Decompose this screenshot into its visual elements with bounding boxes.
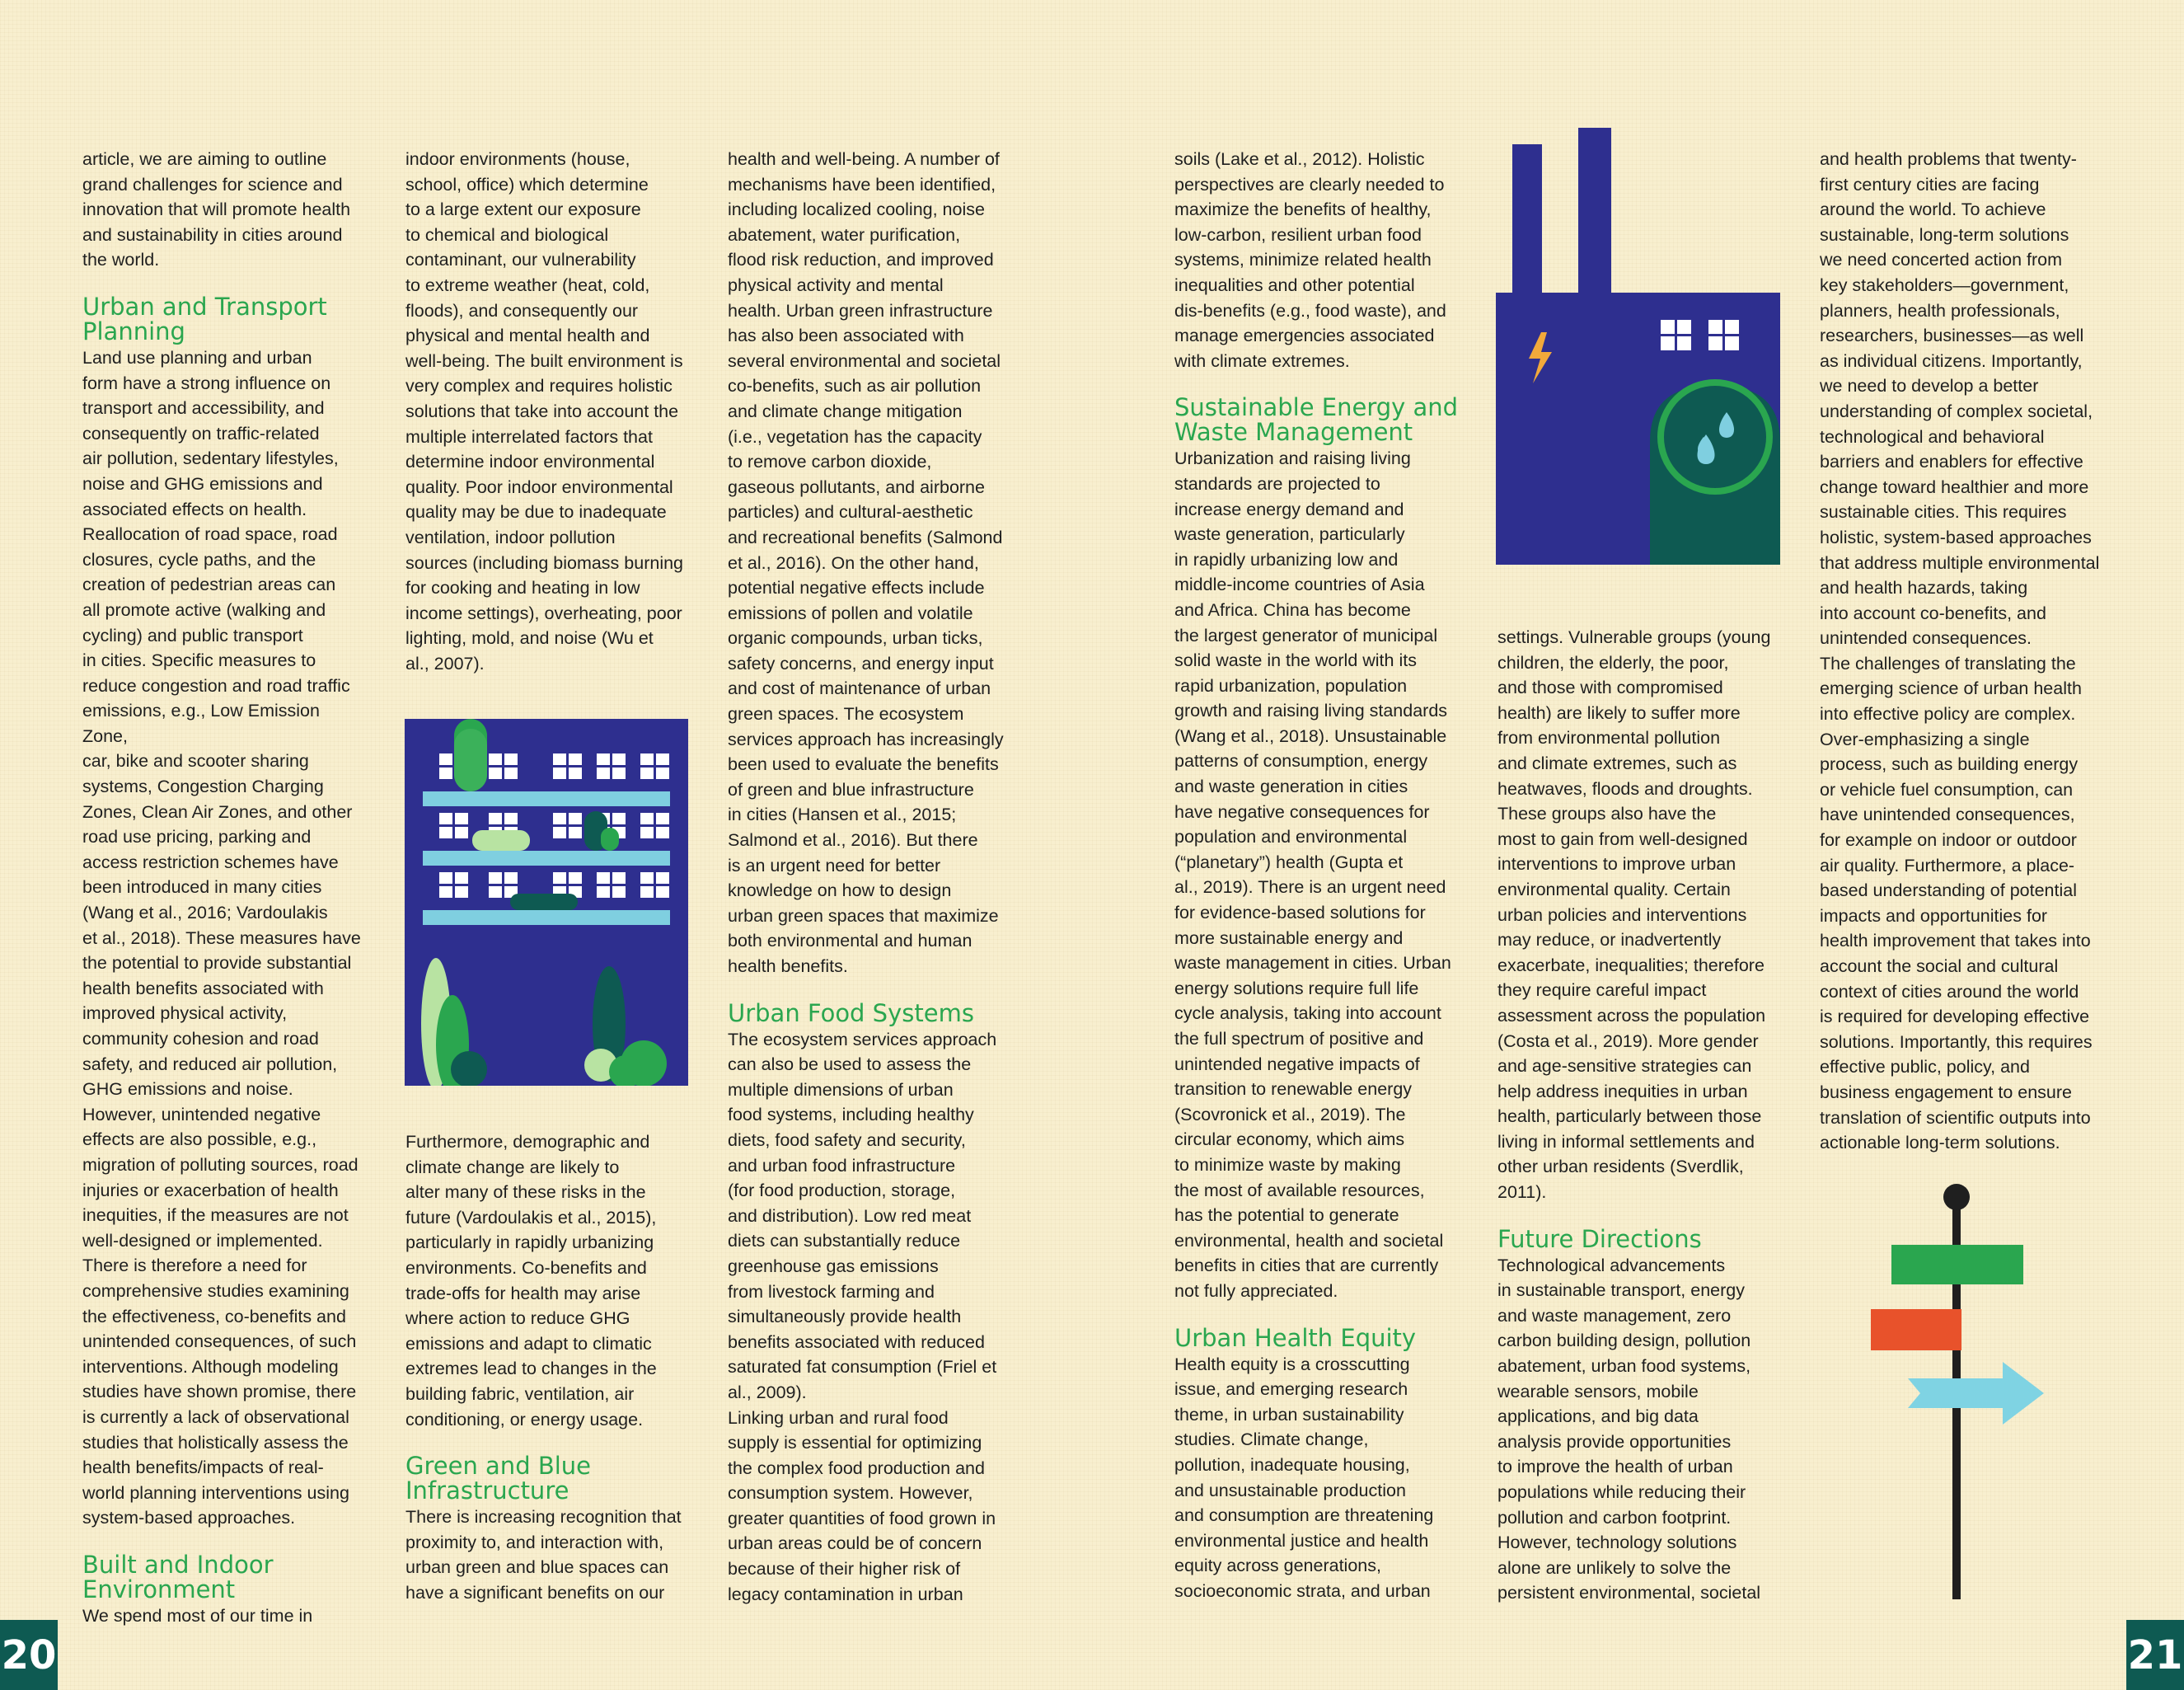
health-equity-paragraph-end: settings. Vulnerable groups (young children, the elderly, the poor, and those with compromised health) are likely to suffer more from environmental pollution and climate extremes, such as heatwaves, floods and droughts. These groups also have the most to gain from well-designed interventions to improve urban environmental quality. Certain urban policies and interventions may reduce, or inadvertently exacerbate, inequalities; therefore they require careful impact assessment across the population (Costa et al., 2019). More gender and age-sensitive strategies can help address inequities in urban health, particularly between those living in informal settlements and other urban residents (Sverdlik, 2011). — [1497, 627, 1771, 1203]
column-3 — [728, 147, 1012, 1607]
heading-future-directions: Future Directions — [1497, 1224, 1702, 1253]
demographic-change-paragraph: Furthermore, demographic and climate change are likely to alter many of these risks in the future (Vardoulakis et al., 2015), particularly in rapidly urbanizing environments. Co-benefits and trade-offs for health may arise where action to reduce GHG emissions and adapt to climatic extremes lead to changes in the building fabric, ventilation, air conditioning, or energy usage. — [405, 1132, 657, 1429]
heading-urban-transport-planning: Urban and Transport Planning — [82, 292, 327, 345]
column-2 — [405, 147, 690, 676]
column-4 — [1174, 147, 1459, 1603]
energy-waste-paragraph: Urbanization and raising living standards are projected to increase energy demand and waste generation, particularly in rapidly urbanizing low and middle-income countries of Asia and Africa. China has become the largest generator of municipal solid waste in the world with its rapid urbanization, population growth and raising living standards (Wang et al., 2018). Unsustainable patterns of consumption, energy and waste generation in cities have negative consequences for population and environmental (“planetary”) health (Gupta et al., 2019). There is an urgent need for evidence-based solutions for more sustainable energy and waste management in cities. Urban energy solutions require full life cycle analysis, taking into account the full spectrum of positive and unintended negative impacts of transition to renewable energy (Scovronick et al., 2019). The circular economy, which aims to minimize waste by making the most of available resources, has the potential to generate environmental, health and societal benefits in cities that are currently not fully appreciated. — [1174, 448, 1451, 1301]
transport-paragraph: Land use planning and urban form have a strong influence on transport and accessibility, and consequently on traffic-related air pollution, sedentary lifestyles, noise and GHG emissions and associated effects on health. Reallocation of road space, road closures, cycle paths, and the creation of pedestrian areas can all promote active (walking and cycling) and public transport in cities. Specific measures to reduce congestion and road traffic emissions, e.g., Low Emission Zone, car, bike and scooter sharing systems, Congestion Charging Zones, Clean Air Zones, and other road use pricing, parking and access restriction schemes have been introduced in many cities (Wang et al., 2016; Vardoulakis et al., 2018). These measures have the potential to provide substantial health benefits associated with improved physical activity, community cohesion and road safety, and reduced air pollution, GHG emissions and noise. However, unintended negative effects are also possible, e.g., migration of polluting sources, road injuries or exacerbation of health inequities, if the measures are not well-designed or implemented. There is therefore a need for comprehensive studies examining the effectiveness, co-benefits and unintended consequences, of such interventions. Although modeling studies have shown promise, there is currently a lack of observational studies that holistically assess the health benefits/impacts of real- world planning interventions using system-based approaches. — [82, 347, 361, 1528]
heading-urban-health-equity: Urban Health Equity — [1174, 1323, 1417, 1352]
indoor-environment-paragraph: indoor environments (house, school, office) which determine to a large extent our exposure to chemical and biological contaminant, our vulnerability to extreme weather (heat, cold, floods), and consequently our physical and mental health and well-being. The built environment is very complex and requires holistic solutions that take into account the multiple interrelated factors that determine indoor environmental quality. Poor indoor environmental quality may be due to inadequate ventilation, indoor pollution sources (including biomass burning for cooking and heating in low income settings), overheating, poor lighting, mold, and noise (Wu et al., 2007). — [405, 149, 684, 674]
directional-signpost-icon — [1863, 1179, 2052, 1599]
intro-paragraph-end: article, we are aiming to outline grand challenges for science and innovation that will promote health and sustainability in cities around the world. — [82, 149, 351, 270]
column-6 — [1820, 147, 2104, 1156]
health-equity-paragraph-start: Health equity is a crosscutting issue, and emerging research theme, in urban sustainability studies. Climate change, pollution, inadequate housing, and unsustainable production and consumption are threatening environmental justice and health equity across generations, socioeconomic strata, and urban — [1174, 1354, 1434, 1601]
page-number-left: 20 — [0, 1620, 58, 1690]
food-systems-paragraph-end: soils (Lake et al., 2012). Holistic perspectives are clearly needed to maximize the benefits of healthy, low-carbon, resilient urban food systems, minimize related health inequalities and other potential dis-benefits (e.g., food waste), and manage emergencies associated with climate extremes. — [1174, 149, 1446, 371]
future-directions-paragraph-end: and health problems that twenty- first century cities are facing around the world. To achieve sustainable, long-term solutions we need concerted action from key stakeholders—government, planners, health professionals, researchers, businesses—as well as individual citizens. Importantly, we need to develop a better understanding of complex societal, technological and behavioral barriers and enablers for effective change toward healthier and more sustainable cities. This requires holistic, system-based approaches that address multiple environmental and health hazards, taking into account co-benefits, and unintended consequences. The challenges of translating the emerging science of urban health into effective policy are complex. Over-emphasizing a single process, such as building energy or vehicle fuel consumption, can have unintended consequences, for example on indoor or outdoor air quality. Furthermore, a place- based understanding of potential impacts and opportunities for health improvement that takes into account the social and cultural context of cities around the world is required for developing effective solutions. Importantly, this requires effective public, policy, and business engagement to ensure translation of scientific outputs into actionable long-term solutions. — [1820, 149, 2100, 1153]
heading-green-blue-infrastructure: Green and Blue Infrastructure — [405, 1452, 591, 1505]
built-environment-paragraph-start: We spend most of our time in — [82, 1605, 313, 1626]
green-blue-paragraph-start: There is increasing recognition that proximity to, and interaction with, urban green and blue spaces can have a significant benefits on our — [405, 1507, 682, 1603]
heading-sustainable-energy-waste: Sustainable Energy and Waste Management — [1174, 393, 1459, 447]
factory-with-water-drops-icon — [1496, 128, 1780, 565]
future-directions-paragraph: Technological advancements in sustainable transport, energy and waste management, zero carbon building design, pollution abatement, urban food systems, wearable sensors, mobile applications, and big data analysis provide opportunities to improve the health of urban populations while reducing their pollution and carbon footprint. However, technology solutions alone are unlikely to solve the persistent environmental, societal — [1497, 1255, 1761, 1603]
food-systems-paragraph: The ecosystem services approach can also be used to assess the multiple dimensions of urban food systems, including healthy diets, food safety and security, and urban food infrastructure (for food production, storage, and distribution). Low red meat diets can substantially reduce greenhouse gas emissions from livestock farming and simultaneously provide health benefits associated with reduced saturated fat consumption (Friel et al., 2009). Linking urban and rural food supply is essential for optimizing the complex food production and consumption system. However, greater quantities of food grown in urban areas could be of concern because of their higher risk of legacy contamination in urban — [728, 1029, 997, 1604]
column-2-lower — [405, 1129, 690, 1606]
column-1 — [82, 147, 367, 1628]
heading-urban-food-systems: Urban Food Systems — [728, 998, 974, 1027]
page-number-right: 21 — [2126, 1620, 2184, 1690]
column-5 — [1497, 625, 1782, 1606]
green-balcony-building-icon — [405, 719, 688, 1086]
heading-built-indoor-environment: Built and Indoor Environment — [82, 1550, 274, 1603]
green-space-paragraph: health and well-being. A number of mechanisms have been identified, including localized cooling, noise abatement, water purification, flood risk reduction, and improved physical activity and mental health. Urban green infrastructure has also been associated with several environmental and societal co-benefits, such as air pollution and climate change mitigation (i.e., vegetation has the capacity to remove carbon dioxide, gaseous pollutants, and airborne particles) and cultural-aesthetic and recreational benefits (Salmond et al., 2016). On the other hand, potential negative effects include emissions of pollen and volatile organic compounds, urban ticks, safety concerns, and energy input and cost of maintenance of urban green spaces. The ecosystem services approach has increasingly been used to evaluate the benefits of green and blue infrastructure in cities (Hansen et al., 2015; Salmond et al., 2016). But there is an urgent need for better knowledge on how to design urban green spaces that maximize both environmental and human health benefits. — [728, 149, 1004, 976]
